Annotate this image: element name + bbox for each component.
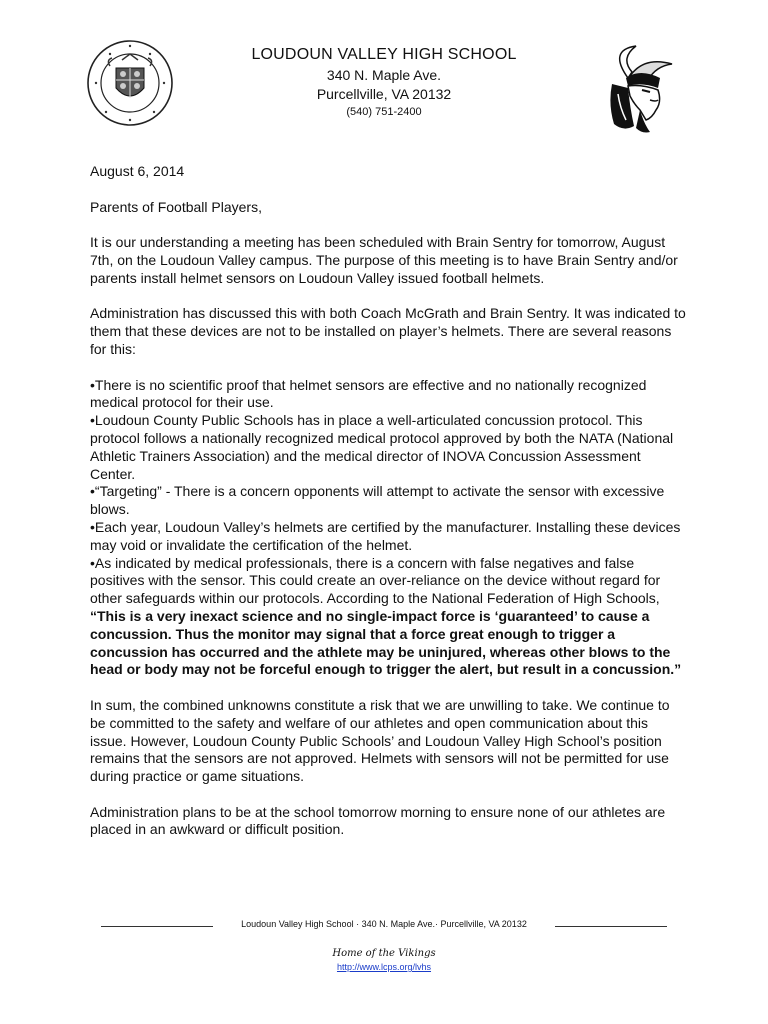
paragraph-2: Administration has discussed this with both Coach McGrath and Brain Sentry. It was indicated to them that these devices are not to be installed on player’s helmets. There are several reasons for this: xyxy=(90,305,686,357)
letterhead xyxy=(0,44,768,120)
school-city: Purcellville, VA 20132 xyxy=(316,86,452,102)
paragraph-3: In sum, the combined unknowns constitute a risk that we are unwilling to take. We continue to be committed to the safety and welfare of our athletes and open communication about this issue. However, Loudoun County Public Schools’ and Loudoun Valley High School’s position remains that the sensors are not approved. Helmets with sensors will not be permitted for use during practice or game situations. xyxy=(90,696,670,785)
school-name: LOUDOUN VALLEY HIGH SCHOOL xyxy=(251,46,517,63)
list-item: •There is no scientific proof that helmet sensors are effective and no nationally recognized medical protocol for their use. xyxy=(90,376,647,411)
list-item xyxy=(90,555,688,680)
salutation: Parents of Football Players, xyxy=(90,198,262,215)
list-item: •Each year, Loudoun Valley’s helmets are certified by the manufacturer. Installing these devices may void or invalidate the certification of the helmet. xyxy=(90,518,681,553)
footer-tagline: Home of the Vikings xyxy=(332,948,436,959)
list-item: •“Targeting” - There is a concern opponents will attempt to activate the sensor with excessive blows. xyxy=(90,483,665,518)
list-item-intro: •As indicated by medical professionals, there is a concern with false negatives and false positives with the sensor. This could create an over-reliance on the device without regard for other safeguards within our protocols. According to the National Federation of High Schools, xyxy=(90,554,661,607)
letter-date: August 6, 2014 xyxy=(90,163,185,179)
footer-address: Loudoun Valley High School · 340 N. Maple Ave.· Purcellville, VA 20132 xyxy=(241,919,527,929)
footer-rule-right xyxy=(555,926,667,927)
letter-body xyxy=(90,163,688,857)
list-item: •Loudoun County Public Schools has in place a well-articulated concussion protocol. This protocol follows a nationally recognized medical protocol approved by both the NATA (National Athletic Trainers Association) and the medical director of INOVA Concussion Assessment Center. xyxy=(90,412,674,482)
school-website-link[interactable]: http://www.lcps.org/lvhs xyxy=(336,962,432,972)
paragraph-1: It is our understanding a meeting has been scheduled with Brain Sentry for tomorrow, August 7th, on the Loudoun Valley campus. The purpose of this meeting is to have Brain Sentry and/or parents install helmet sensors on Loudoun Valley issued football helmets. xyxy=(90,234,678,286)
nfhs-quote: “This is a very inexact science and no single-impact force is ‘guaranteed’ to cause a concussion. Thus the monitor may signal that a force great enough to trigger a concussion has occurred and the athlete may be uninjured, whereas other blows to the head or body may not be forceful enough to trigger the alert, but result in a concussion.” xyxy=(90,607,682,678)
school-street: 340 N. Maple Ave. xyxy=(326,67,442,83)
school-phone: (540) 751-2400 xyxy=(346,106,422,118)
paragraph-4: Administration plans to be at the school tomorrow morning to ensure none of our athletes are placed in an awkward or difficult position. xyxy=(90,803,666,838)
reasons-list xyxy=(90,377,688,680)
